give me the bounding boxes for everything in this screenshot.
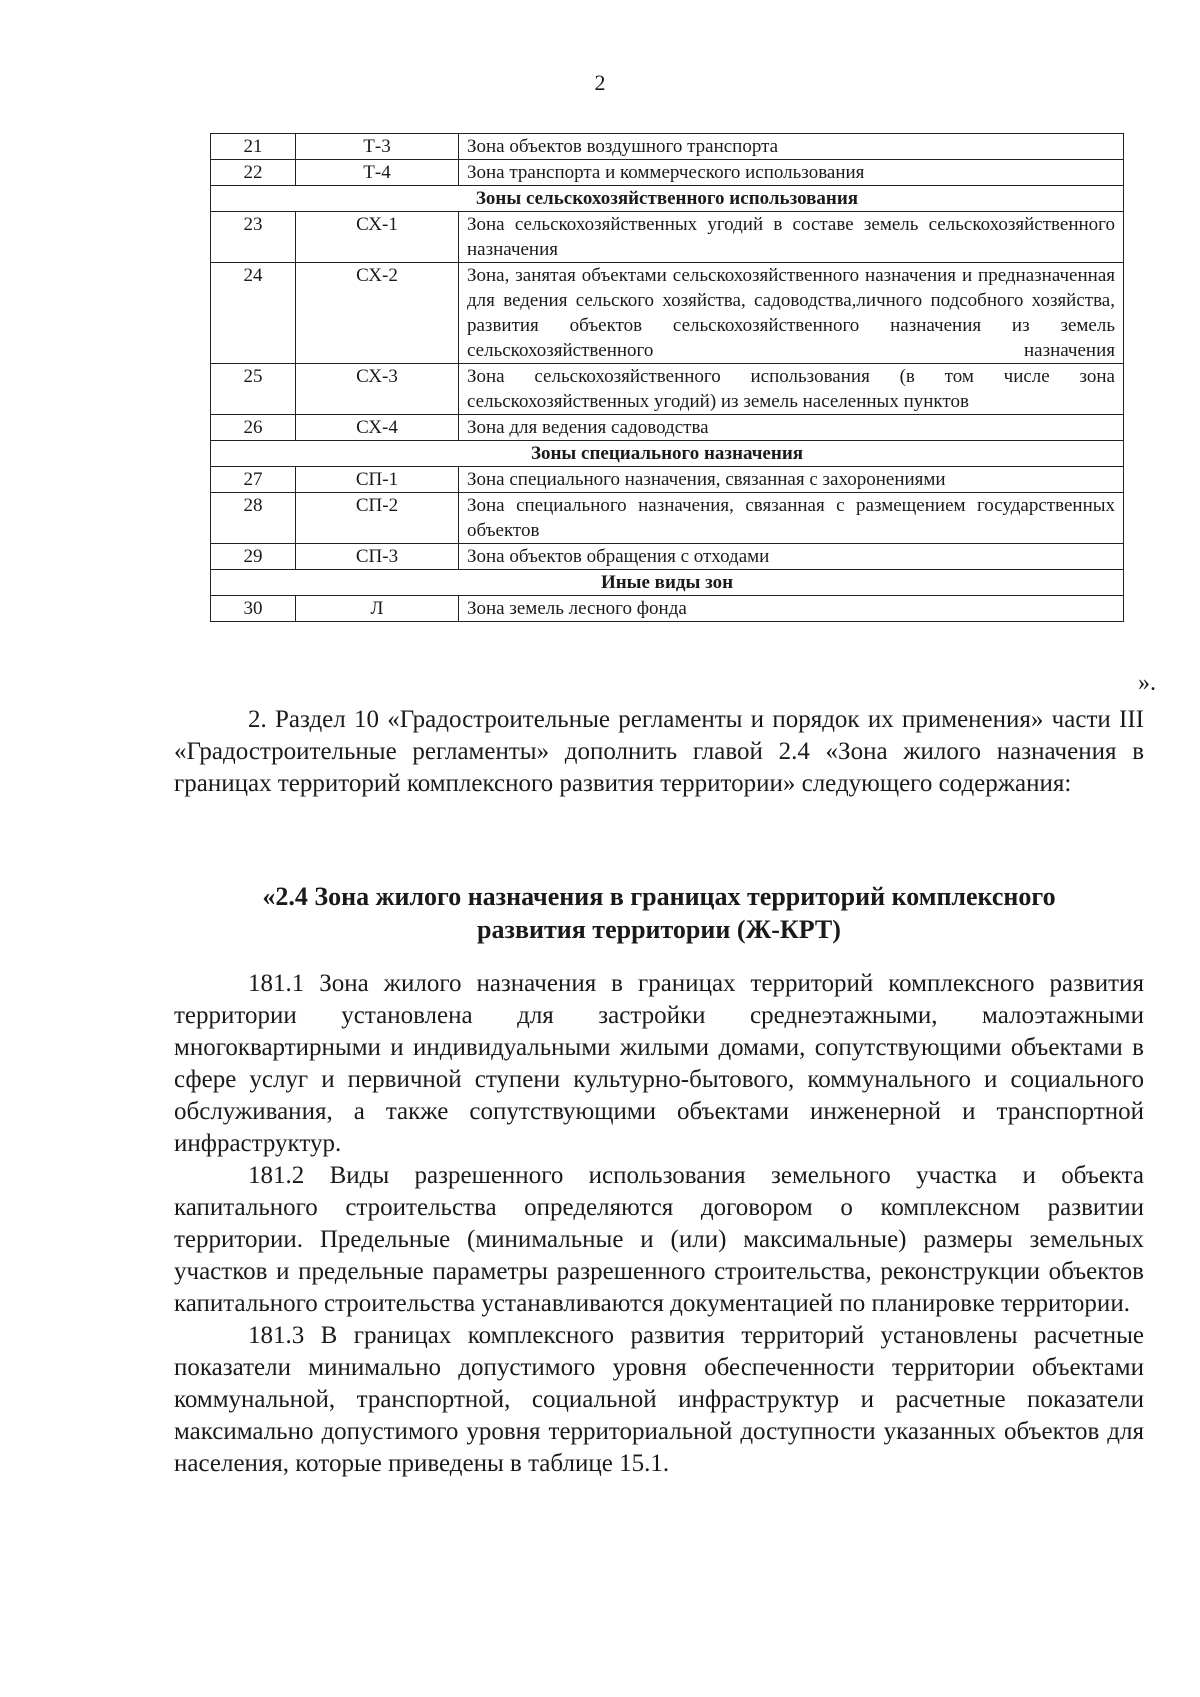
zone-description-cell: Зона земель лесного фонда [459,596,1124,622]
zone-number-cell: 22 [211,160,296,186]
table-group-row [211,186,1124,212]
amendment-paragraph [174,704,1144,800]
zone-description-cell: Зона для ведения садоводства [459,415,1124,441]
table-row [211,415,1124,441]
zone-number-cell: 30 [211,596,296,622]
zone-code-cell: СП-3 [296,544,459,570]
table-row [211,212,1124,263]
zone-number-cell: 27 [211,467,296,493]
table-group-row [211,441,1124,467]
zone-description-cell: Зона специального назначения, связанная с размещением государственных объектов [459,493,1124,544]
zone-code-cell: СП-2 [296,493,459,544]
zone-description-cell: Зона транспорта и коммерческого использования [459,160,1124,186]
table-group-row [211,570,1124,596]
zone-description-cell: Зона объектов воздушного транспорта [459,134,1124,160]
zone-code-cell: Т-4 [296,160,459,186]
zone-number-cell: 26 [211,415,296,441]
table-row [211,467,1124,493]
zone-code-cell: Т-3 [296,134,459,160]
zone-description-cell: Зона, занятая объектами сельскохозяйственного назначения и предназначенная для ведения сельского хозяйства, садоводства,личного подсобного хозяйства, развития объектов сельскохозяйственного назначения из земель сельскохозяйственного назначения [459,263,1124,364]
section-body [174,968,1144,1480]
section-heading [174,880,1144,946]
table-group-title: Зоны специального назначения [211,441,1124,467]
zone-number-cell: 24 [211,263,296,364]
table-row [211,263,1124,364]
zone-code-cell: СХ-4 [296,415,459,441]
zone-number-cell: 23 [211,212,296,263]
zone-description-cell: Зона специального назначения, связанная с захоронениями [459,467,1124,493]
zones-table [210,133,1124,622]
paragraph-181-3: 181.3 В границах комплексного развития территорий установлены расчетные показатели минимально допустимого уровня обеспеченности территории объектами коммунальной, транспортной, социальной инфраструктур и расчетные показатели максимально допустимого уровня территориальной доступности указанных объектов для населения, которые приведены в таблице 15.1. [174,1322,1144,1477]
zones-table-body [211,134,1124,622]
section-heading-line-2: развития территории (Ж-КРТ) [477,915,841,944]
zone-number-cell: 28 [211,493,296,544]
zone-code-cell: СХ-2 [296,263,459,364]
zone-code-cell: СХ-3 [296,364,459,415]
table-row [211,596,1124,622]
table-row [211,364,1124,415]
zone-code-cell: Л [296,596,459,622]
zone-description-cell: Зона сельскохозяйственных угодий в составе земель сельскохозяйственного назначения [459,212,1124,263]
table-row [211,544,1124,570]
zone-number-cell: 21 [211,134,296,160]
section-heading-line-1: «2.4 Зона жилого назначения в границах территорий комплексного [262,882,1056,911]
zone-code-cell: СХ-1 [296,212,459,263]
zone-description-cell: Зона сельскохозяйственного использования (в том числе зона сельскохозяйственных угодий) из земель населенных пунктов [459,364,1124,415]
closing-quote: ». [1138,670,1156,696]
zone-description-cell: Зона объектов обращения с отходами [459,544,1124,570]
paragraph-2: 2. Раздел 10 «Градостроительные регламенты и порядок их применения» части III «Градостроительные регламенты» дополнить главой 2.4 «Зона жилого назначения в границах территорий комплексного развития территории» следующего содержания: [174,706,1144,797]
table-row [211,134,1124,160]
zone-number-cell: 29 [211,544,296,570]
table-row [211,160,1124,186]
page-number: 2 [594,70,606,95]
table-group-title: Зоны сельскохозяйственного использования [211,186,1124,212]
zone-number-cell: 25 [211,364,296,415]
table-group-title: Иные виды зон [211,570,1124,596]
table-row [211,493,1124,544]
zone-code-cell: СП-1 [296,467,459,493]
paragraph-181-2: 181.2 Виды разрешенного использования земельного участка и объекта капитального строительства определяются договором о комплексном развитии территории. Предельные (минимальные и (или) максимальные) размеры земельных участков и предельные параметры разрешенного строительства, реконструкции объектов капитального строительства устанавливаются документацией по планировке территории. [174,1162,1144,1317]
paragraph-181-1: 181.1 Зона жилого назначения в границах территорий комплексного развития территории установлена для застройки среднеэтажными, малоэтажными многоквартирными и индивидуальными жилыми домами, сопутствующими объектами в сфере услуг и первичной ступени культурно-бытового, коммунального и социального обслуживания, а также сопутствующими объектами инженерной и транспортной инфраструктур. [174,970,1144,1157]
